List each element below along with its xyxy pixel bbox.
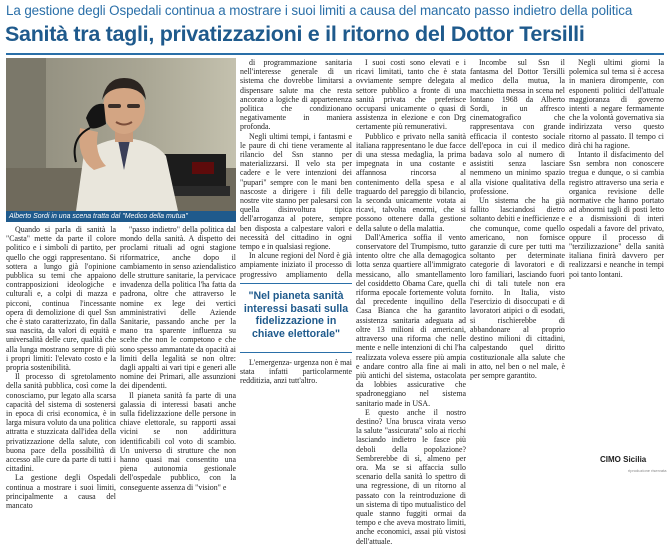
paragraph: Pubblico e privato nella sanità italiana rappresentano le due facce di una stessa medaglia, la prima impegnata in una costante e affannosa rincorsa al contenimento della spesa e al traguardo del pareggio di bilancio, la seconda unicamente votata ai ricavi, talvolta enormi, che si possono ottenere dalla gestione della salute o della malattia. — [356, 131, 466, 233]
paragraph: Dall'America soffia il vento conservatore del Trumpismo, tutto intento oltre che alla demagogica lotta senza quartiere all'immigrato messicano, allo smantellamento del cosiddetto Obama Care, quella riforma epocale fortemente voluta dal precedente inquilino della Casa Bianca che ha garantito assistenza sanitaria adeguata ad oltre 13 milioni di americani, attraverso una riforma che nelle mente e nelle intenzioni di chi l'ha realizzata voleva essere più ampia e andare contro alla fine ai mali più antichi del sistema, ostacolata da lobbies assicurative che spadroneggiano nel sistema sanitario made in USA. — [356, 232, 466, 408]
paragraph: E questo anche il nostro destino? Una brusca virata verso la salute "assicurata" solo ai ricchi lasciando indietro le fasce più deboli della popolazione? Sembrerebbe di sì, almeno per ora. Ma se si affaccia sullo scenario della sanità lo spettro di una regressione, di un ritorno al passato con la reintroduzione di un sistema di tipo mutualistico del quale stanno fuggiti ormai da tempo e che aveva mostrato limiti, anche economici, assai più vistosi dell'attuale. — [356, 407, 466, 546]
article-column-3-continued — [240, 358, 352, 473]
article-headline: Sanità tra tagli, privatizzazioni e il ritorno del Dottor Tersilli — [5, 22, 585, 46]
article-column-1 — [6, 225, 116, 511]
paragraph: Quando si parla di sanità la "Casta" mette da parte il colore politico e i simboli di partito, per quello che oggi rappresentano. Si sottera a lungo già l'opinione pubblica su temi che appaiono contrapposizioni ideologiche e culturali e, a colpi di mazza e picconi, continua l'incessante opera di demolizione di quel Ssn che è stato caratterizzato, fin dalla sua nascita, da valori di equità e universalità delle cure, qualità che alla lunga mostrano sempre di più i propri limiti: l'elevato costo e la propria sostenibilità. — [6, 225, 116, 373]
paragraph: Negli ultimi giorni la polemica sul tema si è accesa in maniera dirompente, con esponenti politici dell'attuale maggioranza di governo intenti a negare fermamente che la volontà governativa sia indirizzata verso questo ritorno al passato. Il tempo ci dirà chi ha ragione. — [569, 58, 664, 150]
article-column-4 — [356, 58, 466, 546]
paragraph: In alcune regioni del Nord è già ampiamente iniziato il processo di progressivo ampliamento della — [240, 251, 352, 279]
paragraph: Incombe sul Ssn il fantasma del Dottor Tersilli medico della mutua, la macchietta messa in scena nel lontano 1968 da Alberto Sordi, in un affresco cinematografico che rappresentava con grande efficacia il contesto sociale dell'epoca in cui il medico badava solo al numero di assistiti senza lasciare nemmeno un minimo spazio alla visione qualitativa della professione. — [470, 58, 565, 196]
paragraph: "passo indietro" della politica dal mondo della sanità. A dispetto dei proclami rituali ad ogni stagione riformatrice, anche dopo il cambiamento in senso aziendalistico delle strutture sanitarie, la pervicace invadenza della politica l'ha fatta da padrona, oltre che attraverso le nomine ex lege dei vertici amministrativi delle Aziende Sanitarie, passando anche per la mano tra sparente influenza su scelte che non le competono e che sono spesso ammantate da opacità ai limiti della legalità se non oltre: dagli appalti ai vari tipi e generi alle nomine dei Primari, alle assunzioni dei dipendenti. — [120, 225, 236, 391]
paragraph: I suoi costi sono elevati e i ricavi limitati, tanto che è stata ovviamente sempre delegata al settore pubblico a fronte di una sanità privata che preferisce occuparsi unicamente o quasi di assistenza in elezione e con Drg certamente più remunerativi. — [356, 58, 466, 132]
paragraph: Il processo di sgretolamento della sanità pubblica, così come la conosciamo, pur legato alla scarsa capacità del sistema di sostenersi in epoca di crisi economica, è in larga misura voluto da una politica attratta e stuzzicata dall'idea della privatizzazione della salute, con buona pace della possibilità di accesso alle cure da parte di tutti i cittadini. — [6, 372, 116, 474]
article-signature: CIMO Sicilia — [600, 455, 647, 464]
paragraph: Negli ultimi tempi, i fantasmi e le paure di chi tiene veramente al rilancio del Ssn stanno per materializzarsi. Il velo sta per cadere e le vere intenzioni dei "pupari" sempre con le mani ben nascoste a dirigere i fili delle nostre vite stanno per palesarsi con quella disinvoltura tipica dell'arroganza al potere, sempre ben disposta a calpestare valori e necessità del cittadino in ogni tempo e in qualsiasi regione. — [240, 131, 352, 252]
doctor-photo-illustration — [6, 58, 236, 211]
paragraph: L'emergenza- urgenza non è mai stata infatti particolarmente redditizia, anzi tutt'altro. — [240, 358, 352, 386]
paragraph: di programmazione sanitaria nell'interesse generale di un sistema che dovrebbe limitarsi a dispensare salute ma che resta ancorato a logiche di appartenenza politica che condizionano negativamente in maniera profonda. — [240, 58, 352, 132]
reproduction-stamp: riproduzione riservata — [628, 468, 667, 473]
paragraph: Un sistema che ha già fallito lasciandosi dietro soltanto debiti e inefficienze e che comunque, come quello americano, non fornisce garanzie di cure per tutti ma soltanto per determinate categorie di lavoratori e di loro familiari, lasciando fuori chi di tali tutele non era fornito. In Italia, visto l'esercizio di disoccupati e di lavoratori atipici o di esodati, si rischierebbe di abbandonare al proprio destino milioni di cittadini, calpestando quel diritto costituzionale alla salute che in atto, nel ben o nel male, è per sempre garantito. — [470, 196, 565, 380]
paragraph: Intanto il disfacimento del Ssn sembra non conoscere tregua e dunque, o si cambia registro attraverso una seria e organica revisione delle normative che hanno portato ad abnormi tagli di posti letto e a dismissioni di interi ospedali a favore del privato, oppure il processo di "terzilizzazione" della sanità italiana finirà davvero per realizzarsi e neanche in tempi poi tanto lontani. — [569, 150, 664, 279]
article-column-6 — [569, 58, 664, 453]
article-column-5 — [470, 58, 565, 473]
paragraph: La gestione degli Ospedali continua a mostrare i suoi limiti, principalmente a causa del mancato — [6, 473, 116, 511]
article-column-2 — [120, 225, 236, 492]
header-rule — [6, 53, 664, 55]
paragraph: Il pianeta sanità fa parte di una galassia di interessi basati anche sulla fidelizzazione delle persone in chiave elettorale, su rapporti assai vicini se non addirittura identificabili col voto di scambio. Un universo di strutture che non hanno quasi mai consentito una piena autonomia gestionale dell'ospedale pubblico, con la conseguente assenza di "vision" e — [120, 390, 236, 492]
pull-quote: "Nel pianeta sanità interessi basati sulla fidelizzazione in chiave elettorale" — [240, 283, 352, 353]
photo-caption: Alberto Sordi in una scena tratta dal "Medico della mutua" — [6, 211, 236, 222]
article-photo — [6, 58, 236, 211]
article-column-3 — [240, 58, 352, 280]
article-kicker: La gestione degli Ospedali continua a mostrare i suoi limiti a causa del mancato passo indietro della politica — [6, 3, 633, 18]
